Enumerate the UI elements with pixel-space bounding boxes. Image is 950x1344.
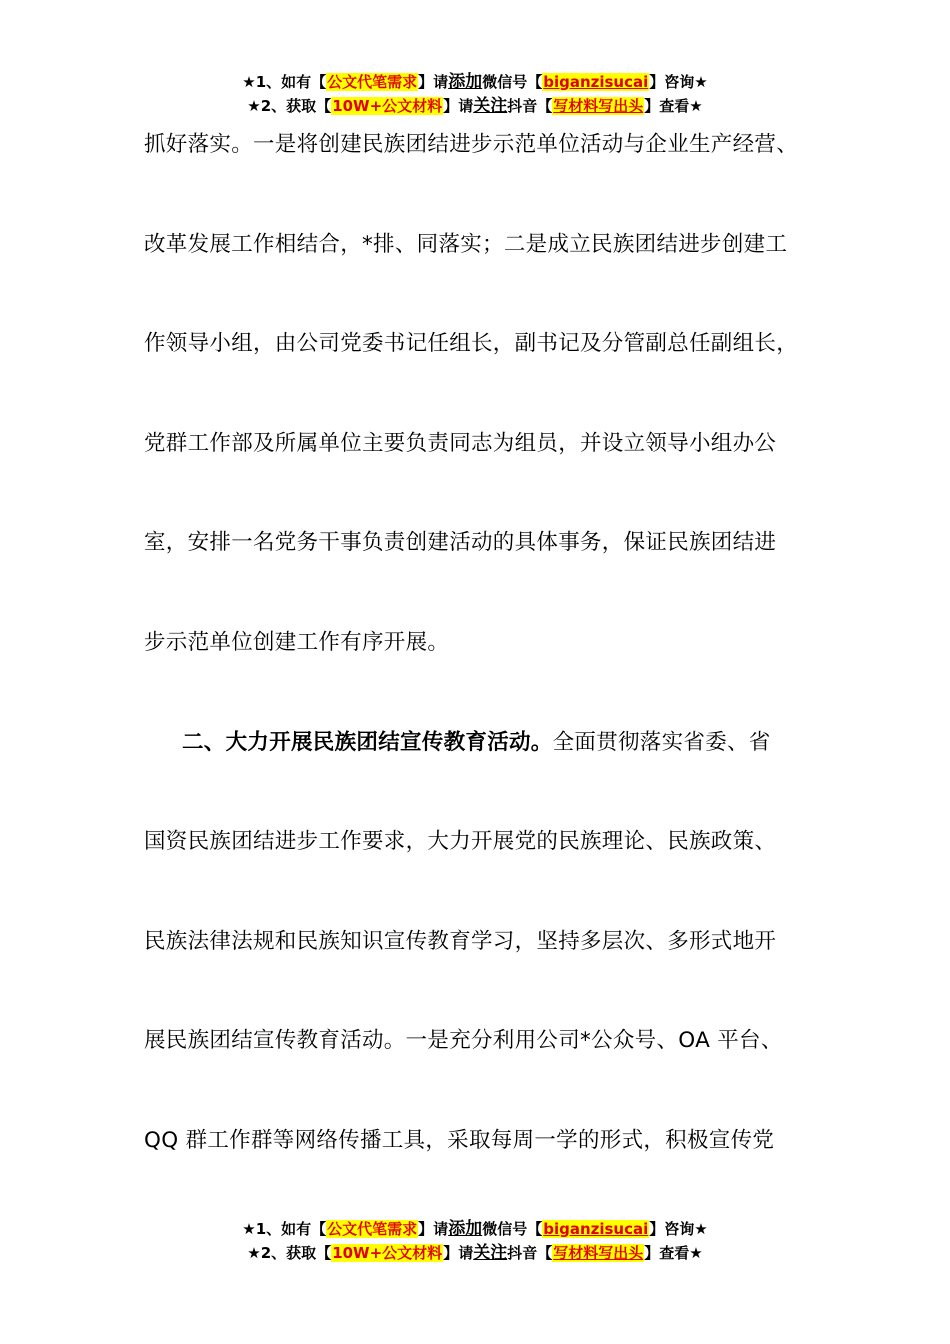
banner-highlight: 10W+公文材料 [332,97,443,115]
banner-text: 】查看★ [644,1244,703,1262]
body-text-span: 全面贯彻落实省委、省 [552,729,771,755]
banner-text: 】咨询★ [649,73,708,91]
banner-highlight: biganzisucai [543,73,649,91]
banner-text: 抖音【 [507,1244,553,1262]
body-line: 党群工作部及所属单位主要负责同志为组员，并设立领导小组办公 [144,430,777,456]
banner-highlight: biganzisucai [543,1220,649,1238]
body-line: 步示范单位创建工作有序开展。 [144,629,450,655]
banner-text: 】请 [418,1220,449,1238]
banner-line-2 [0,94,950,118]
banner-emphasis: 添加 [448,72,483,92]
header-banner [0,70,950,118]
banner-highlight: 10W+公文材料 [332,1244,443,1262]
banner-highlight: 公文代笔需求 [327,1220,418,1238]
section-heading: 二、大力开展民族团结宣传教育活动。 [182,729,553,755]
banner-text: 】查看★ [644,97,703,115]
section-heading-line [144,716,834,816]
banner-text: ★1、如有【 [242,73,327,91]
banner-highlight: 写材料写出头 [553,1244,644,1262]
banner-line-1 [0,1217,950,1241]
banner-text: 】请 [443,1244,474,1262]
banner-text: 】请 [443,97,474,115]
body-line: 室，安排一名党务干事负责创建活动的具体事务，保证民族团结进 [144,530,777,556]
body-line: 改革发展工作相结合，*排、同落实；二是成立民族团结进步创建工 [144,231,788,257]
footer-banner [0,1217,950,1265]
banner-text: 微信号【 [482,73,543,91]
body-line: QQ 群工作群等网络传播工具，采取每周一学的形式，积极宣传党 [144,1127,775,1153]
banner-text: 抖音【 [507,97,553,115]
banner-text: 微信号【 [482,1220,543,1238]
banner-line-1 [0,70,950,94]
banner-highlight: 公文代笔需求 [327,73,418,91]
body-line: 民族法律法规和民族知识宣传教育学习，坚持多层次、多形式地开 [144,928,777,954]
banner-text: 】请 [418,73,449,91]
body-line: 展民族团结宣传教育活动。一是充分利用公司*公众号、OA 平台、 [144,1028,783,1054]
document-body [144,118,834,1214]
banner-emphasis: 关注 [473,96,508,116]
banner-text: ★2、获取【 [247,1244,332,1262]
banner-emphasis: 关注 [473,1243,508,1263]
banner-text: 】咨询★ [649,1220,708,1238]
banner-highlight: 写材料写出头 [553,97,644,115]
banner-line-2 [0,1241,950,1265]
body-line: 作领导小组，由公司党委书记任组长，副书记及分管副总任副组长， [144,331,799,357]
body-line: 国资民族团结进步工作要求，大力开展党的民族理论、民族政策、 [144,829,777,855]
banner-emphasis: 添加 [448,1219,483,1239]
banner-text: ★1、如有【 [242,1220,327,1238]
body-line: 抓好落实。一是将创建民族团结进步示范单位活动与企业生产经营、 [144,132,799,157]
banner-text: ★2、获取【 [247,97,332,115]
